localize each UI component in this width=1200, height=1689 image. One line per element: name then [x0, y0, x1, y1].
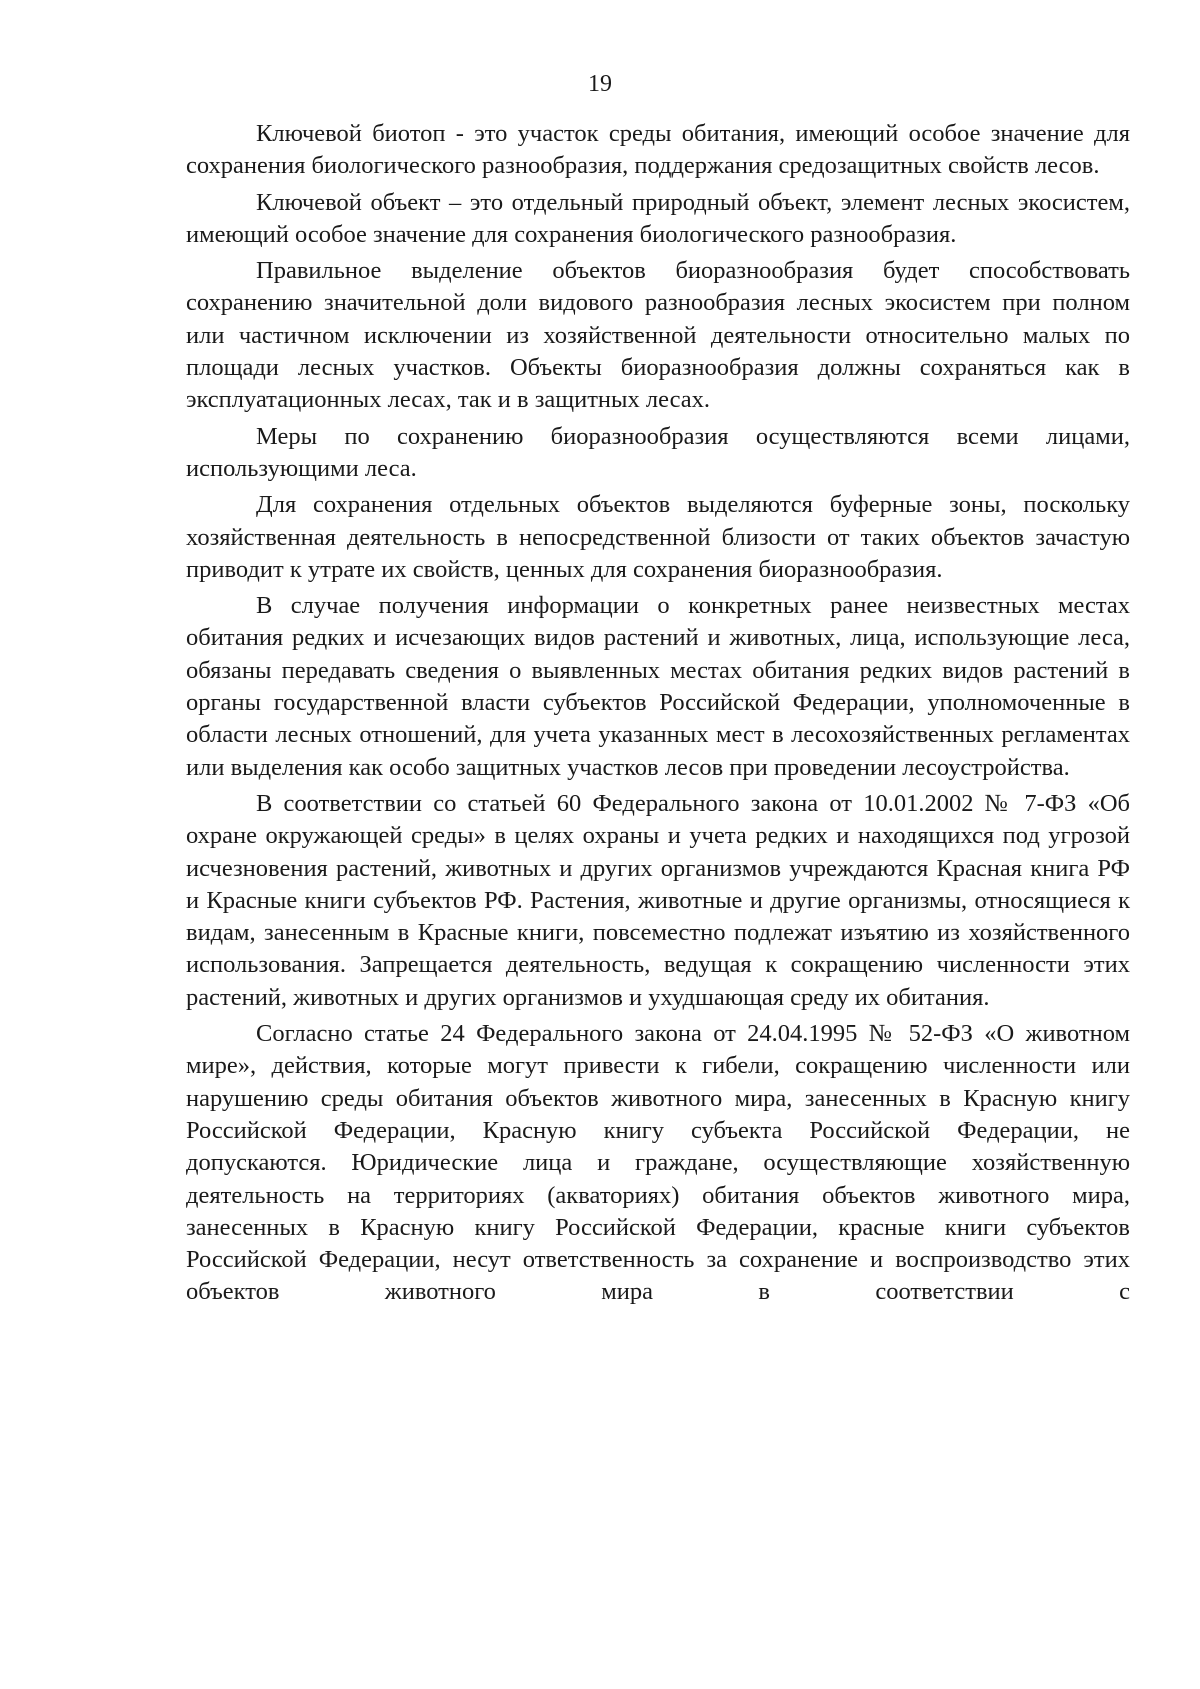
paragraph-key-object: Ключевой объект – это отдельный природный объект, элемент лесных экосистем, имеющий особое значение для сохранения биологического разнообразия. [186, 188, 1130, 248]
paragraph-rare-species-info: В случае получения информации о конкретных ранее неизвестных местах обитания редких и исчезающих видов растений и животных, лица, использующие леса, обязаны передавать сведения о выявленных местах обитания редких видов растений в органы государственной власти субъектов Российской Федерации, уполномоченные в области лесных отношений, для учета указанных мест в лесохозяйственных регламентах или выделения как особо защитных участков лесов при проведении лесоустройства. [186, 592, 1130, 781]
paragraph-law-article-60: В соответствии со статьей 60 Федерального закона от 10.01.2002 № 7-ФЗ «Об охране окружающей среды» в целях охраны и учета редких и находящихся под угрозой исчезновения растений, животных и других организмов учреждаются Красная книга РФ и Красные книги субъектов РФ. Растения, животные и другие организмы, относящиеся к видам, занесенным в Красные книги, повсеместно подлежат изъятию из хозяйственного использования. Запрещается деятельность, ведущая к сокращению численности этих растений, животных и других организмов и ухудшающая среду их обитания. [186, 789, 1130, 1011]
paragraph-conservation-measures: Меры по сохранению биоразнообразия осуществляются всеми лицами, использующими леса. [186, 422, 1130, 482]
paragraph-law-article-24: Согласно статье 24 Федерального закона от 24.04.1995 № 52-ФЗ «О животном мире», действия, которые могут привести к гибели, сокращению численности или нарушению среды обитания объектов животного мира, занесенных в Красную книгу Российской Федерации, Красную книгу субъекта Российской Федерации, не допускаются. Юридические лица и граждане, осуществляющие хозяйственную деятельность на территориях (акваториях) обитания объектов животного мира, занесенных в Красную книгу Российской Федерации, красные книги субъектов Российской Федерации, несут ответственность за сохранение и воспроизводство этих объектов животного мира в соответствии с [186, 1020, 1130, 1306]
paragraph-biodiversity-objects: Правильное выделение объектов биоразнообразия будет способствовать сохранению значительной доли видового разнообразия лесных экосистем при полном или частичном исключении из хозяйственной деятельности относительно малых по площади лесных участков. Объекты биоразнообразия должны сохраняться как в эксплуатационных лесах, так и в защитных лесах. [186, 257, 1130, 414]
paragraph-key-biotope: Ключевой биотоп - это участок среды обитания, имеющий особое значение для сохранения биологического разнообразия, поддержания средозащитных свойств лесов. [186, 120, 1130, 180]
document-body [186, 118, 1130, 1313]
page-number: 19 [588, 71, 612, 97]
paragraph-buffer-zones: Для сохранения отдельных объектов выделяются буферные зоны, поскольку хозяйственная деятельность в непосредственной близости от таких объектов зачастую приводит к утрате их свойств, ценных для сохранения биоразнообразия. [186, 491, 1130, 583]
